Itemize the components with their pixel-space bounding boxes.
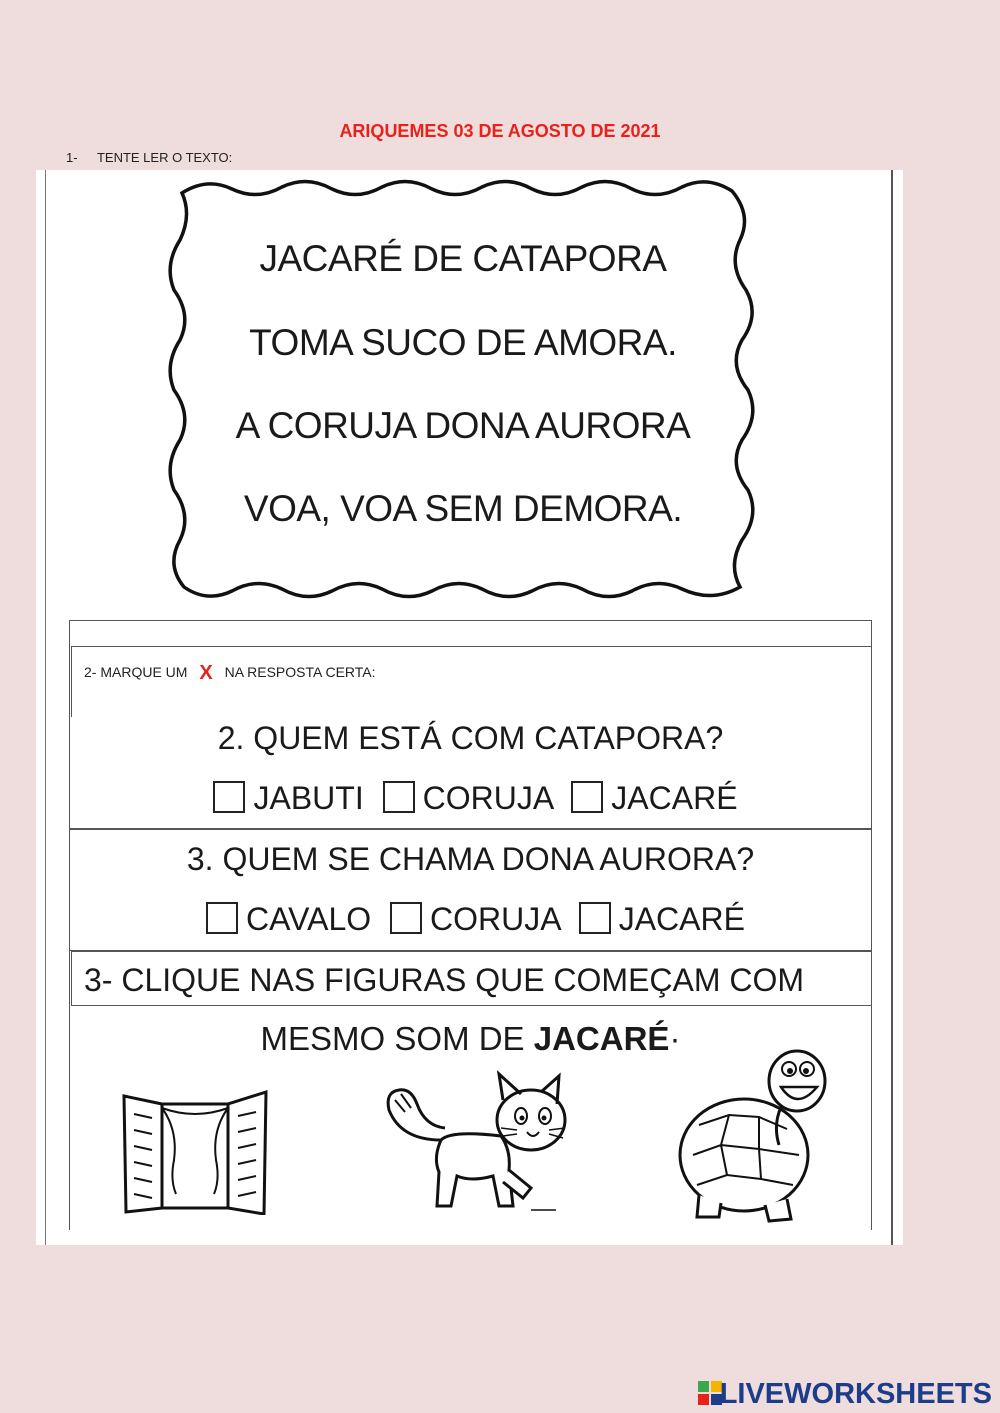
- option-label: CAVALO: [246, 901, 372, 937]
- sheet-right-edge: [891, 170, 893, 1245]
- question-2-instruction-before: 2- MARQUE UM: [84, 664, 188, 680]
- question-3-keyword: JACARÉ: [533, 1020, 670, 1057]
- liveworksheets-logo-icon: [698, 1381, 722, 1405]
- question-3-line-2-suffix: ·: [669, 1020, 681, 1057]
- sheet-left-edge: [45, 170, 46, 1245]
- instruction-1-text: TENTE LER O TEXTO:: [96, 150, 233, 165]
- question-2a-title: 2. QUEM ESTÁ COM CATAPORA?: [217, 720, 724, 756]
- liveworksheets-brand: LIVEWORKSHEETS: [719, 1378, 992, 1410]
- page-title: ARIQUEMES 03 DE AGOSTO DE 2021: [339, 121, 661, 141]
- question-3-line-2-prefix: MESMO SOM DE: [260, 1020, 534, 1057]
- poem-line-2: TOMA SUCO DE AMORA.: [249, 322, 677, 363]
- x-mark: X: [199, 662, 213, 684]
- instruction-1: [66, 150, 232, 165]
- checkbox-coruja[interactable]: [390, 902, 422, 934]
- question-2b-options: [69, 901, 872, 938]
- option-label: JACARÉ: [618, 901, 745, 937]
- option-label: JABUTI: [253, 780, 364, 816]
- poem-line-3: A CORUJA DONA AURORA: [235, 405, 691, 446]
- question-2b-title: 3. QUEM SE CHAMA DONA AURORA?: [186, 841, 755, 877]
- checkbox-jacare[interactable]: [571, 781, 603, 813]
- question-2-instruction-after: NA RESPOSTA CERTA:: [224, 664, 376, 680]
- poem-line-4: VOA, VOA SEM DEMORA.: [243, 488, 683, 529]
- checkbox-coruja[interactable]: [383, 781, 415, 813]
- cat-picture[interactable]: [381, 1070, 571, 1220]
- instruction-1-number: 1-: [66, 150, 78, 165]
- question-2a-options: [69, 780, 872, 817]
- window-picture[interactable]: [118, 1090, 268, 1215]
- question-3-line-1: 3- CLIQUE NAS FIGURAS QUE COMEÇAM COM: [84, 962, 805, 998]
- option-label: CORUJA: [430, 901, 560, 937]
- question-2-instruction: [84, 662, 376, 685]
- checkbox-cavalo[interactable]: [206, 902, 238, 934]
- checkbox-jabuti[interactable]: [213, 781, 245, 813]
- option-label: JACARÉ: [611, 780, 738, 816]
- checkbox-jacare[interactable]: [579, 902, 611, 934]
- worksheet-sheet: [36, 170, 903, 1245]
- option-label: CORUJA: [422, 780, 553, 816]
- tortoise-picture[interactable]: [669, 1045, 839, 1225]
- poem-line-1: JACARÉ DE CATAPORA: [259, 238, 667, 279]
